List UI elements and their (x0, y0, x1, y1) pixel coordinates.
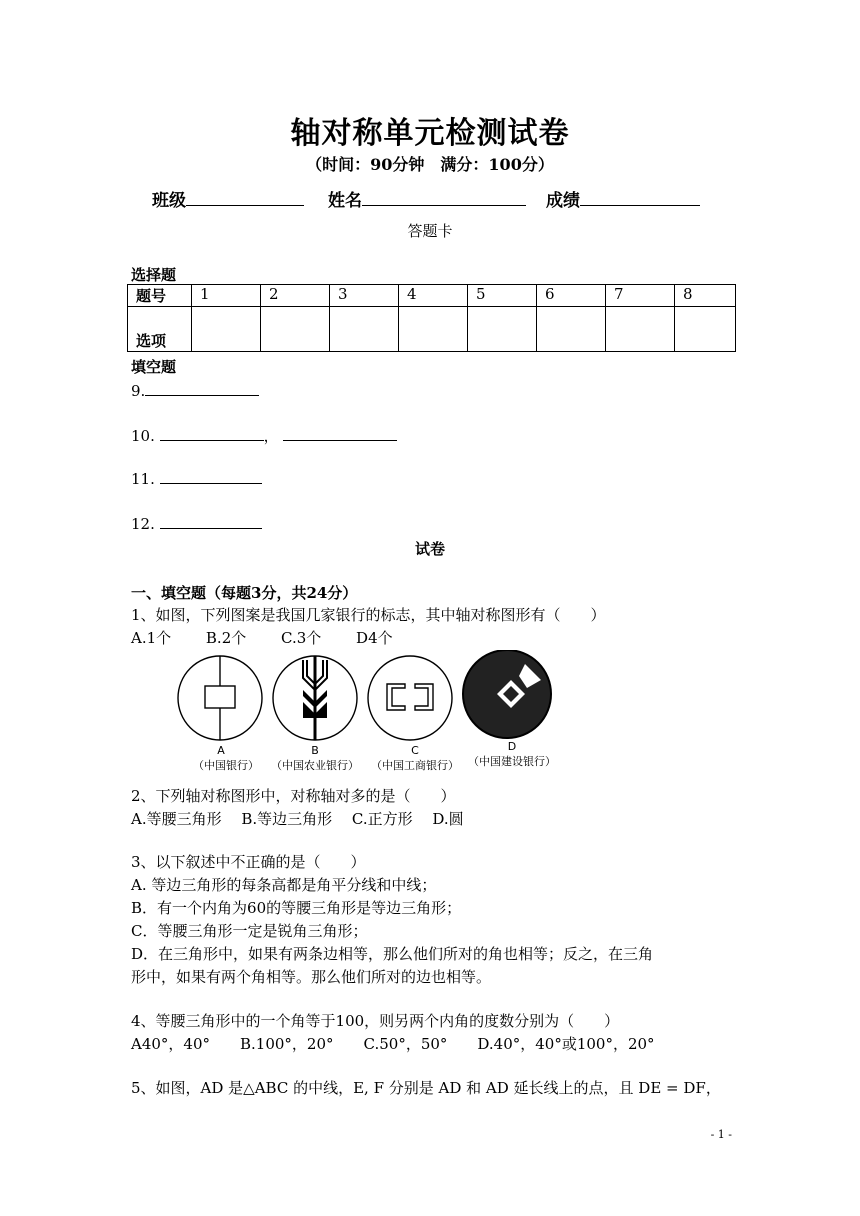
fill-item-11 (131, 469, 262, 488)
bank-logos-figure (175, 650, 565, 750)
name-blank[interactable] (362, 189, 526, 206)
logo-caption-c (370, 744, 460, 773)
question-1-stem: 1、如图，下列图案是我国几家银行的标志，其中轴对称图形有（ ） (131, 606, 606, 624)
logo-bank-name: （中国农业银行） (271, 759, 359, 772)
logo-letter: D (507, 740, 517, 753)
question-1-options: A.1个 B.2个 C.3个 D4个 (131, 629, 393, 647)
logo-letter: B (311, 744, 319, 757)
agricultural-bank-logo-icon (273, 656, 357, 740)
answer-cell[interactable] (399, 307, 468, 352)
fill-item-10 (131, 425, 397, 446)
construction-bank-logo-icon (463, 650, 551, 738)
class-label: 班级 (152, 191, 186, 211)
fill-number: 11. (131, 470, 155, 488)
logo-caption-d (466, 740, 558, 769)
question-4-options: A40°，40° B.100°，20° C.50°，50° D.40°，40°或100°，20° (131, 1035, 655, 1053)
class-blank[interactable] (186, 189, 304, 206)
fill-section-heading: 填空题 (131, 358, 177, 376)
class-field (152, 186, 304, 211)
table-number-cell: 4 (399, 285, 468, 307)
fill-blank[interactable] (283, 426, 397, 441)
fill-blank[interactable] (160, 514, 262, 529)
question-2-stem: 2、下列轴对称图形中，对称轴对多的是（ ） (131, 787, 456, 805)
logo-caption-b (271, 744, 359, 773)
answer-table (127, 284, 736, 352)
name-field (328, 186, 526, 211)
name-label: 姓名 (328, 191, 362, 211)
fill-blank[interactable] (160, 469, 262, 484)
table-number-cell: 3 (330, 285, 399, 307)
answer-cell[interactable] (192, 307, 261, 352)
table-number-cell: 2 (261, 285, 330, 307)
logo-letter: A (217, 744, 225, 757)
table-number-cell: 1 (192, 285, 261, 307)
answer-card-heading: 答题卡 (407, 222, 453, 240)
question-3-option-d-line2: 形中，如果有两个角相等。那么他们所对的边也相等。 (131, 968, 492, 986)
question-3-option-b: B．有一个内角为60的等腰三角形是等边三角形； (131, 899, 462, 917)
answer-cell[interactable] (330, 307, 399, 352)
fill-number: 12. (131, 515, 155, 533)
table-number-cell: 5 (468, 285, 537, 307)
table-number-cell: 8 (675, 285, 736, 307)
table-number-cell: 7 (606, 285, 675, 307)
score-field (546, 186, 700, 211)
page-subtitle: （时间：90分钟 满分：100分） (306, 155, 554, 174)
logo-bank-name: （中国建设银行） (468, 755, 556, 768)
fill-number: 9. (131, 382, 146, 400)
question-3-stem: 3、以下叙述中不正确的是（ ） (131, 853, 366, 871)
bank-of-china-logo-icon (178, 656, 262, 740)
page-number: - 1 - (710, 1128, 732, 1141)
question-3-option-a: A. 等边三角形的每条高都是角平分线和中线； (131, 876, 437, 894)
section-one-heading: 一、填空题（每题3分，共24分） (131, 584, 358, 602)
fill-number: 10. (131, 427, 155, 445)
answer-cell[interactable] (261, 307, 330, 352)
question-5-stem: 5、如图，AD 是△ABC 的中线，E, F 分别是 AD 和 AD 延长线上的点，且 DE = DF， (131, 1079, 721, 1097)
logo-caption-a (193, 744, 259, 773)
score-label: 成绩 (546, 191, 580, 211)
fill-item-9 (131, 381, 259, 400)
table-number-cell: 6 (537, 285, 606, 307)
page-title: 轴对称单元检测试卷 (290, 116, 570, 151)
question-3-option-d-line1: D．在三角形中，如果有两条边相等，那么他们所对的角也相等；反之，在三角 (131, 945, 654, 963)
fill-blank[interactable] (160, 426, 264, 441)
fill-separator: ， (263, 427, 279, 445)
fill-item-12 (131, 514, 262, 533)
logo-bank-name: （中国工商银行） (371, 759, 459, 772)
answer-cell[interactable] (675, 307, 736, 352)
paper-heading: 试卷 (414, 540, 445, 558)
answer-cell[interactable] (606, 307, 675, 352)
logo-bank-name: （中国银行） (193, 759, 259, 772)
answer-cell[interactable] (468, 307, 537, 352)
question-3-option-c: C．等腰三角形一定是锐角三角形； (131, 922, 368, 940)
answer-cell[interactable] (537, 307, 606, 352)
fill-blank[interactable] (145, 381, 259, 396)
icbc-logo-icon (368, 656, 452, 740)
question-2-options: A.等腰三角形 B.等边三角形 C.正方形 D.圆 (131, 810, 464, 828)
logo-letter: C (411, 744, 419, 757)
score-blank[interactable] (580, 189, 700, 206)
choice-section-heading: 选择题 (131, 266, 177, 284)
question-4-stem: 4、等腰三角形中的一个角等于100，则另两个内角的度数分别为（ ） (131, 1012, 620, 1030)
table-head-number: 题号 (128, 285, 192, 307)
table-head-option: 选项 (128, 307, 192, 352)
